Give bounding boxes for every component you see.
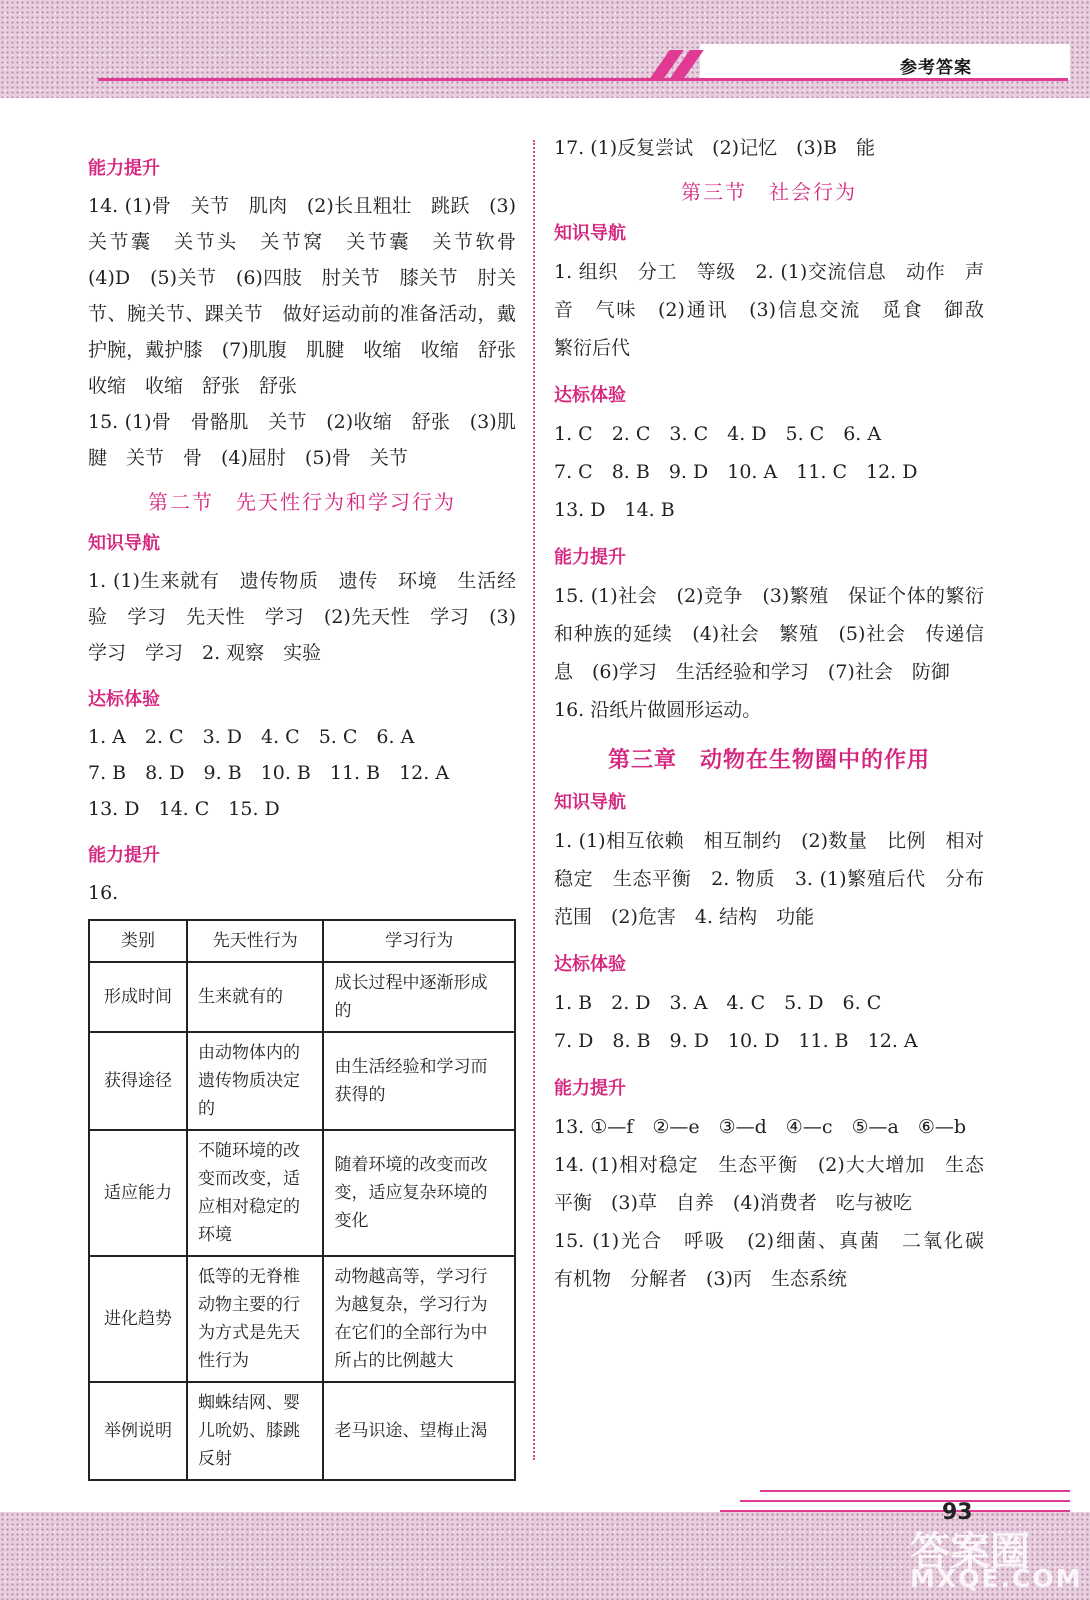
choice-answers-row: 1. B 2. D 3. A 4. C 5. D 6. C: [554, 992, 882, 1014]
right-column: [554, 130, 1004, 1298]
knowledge-answers: 1. 组织 分工 等级 2. (1)交流信息 动作 声音 气味 (2)通讯 (3)信息交流 觅食 御敌 繁衍后代: [554, 261, 1004, 359]
table-cell: 进化趋势: [89, 1256, 187, 1382]
table-cell: 不随环境的改变而改变，适应相对稳定的环境: [187, 1130, 323, 1256]
table-cell: 由生活经验和学习而获得的: [323, 1032, 515, 1130]
table-row: [89, 1382, 515, 1480]
table-row: [89, 1032, 515, 1130]
table-row: [89, 962, 515, 1032]
table-cell: 蜘蛛结网、婴儿吮奶、膝跳反射: [187, 1382, 323, 1480]
section-heading: 达标体验: [554, 954, 626, 975]
choice-answers-row: 13. D 14. C 15. D: [88, 798, 280, 820]
answer-15: 15. (1)骨 骨骼肌 关节 (2)收缩 舒张 (3)肌腱 关节 骨 (4)屈肘 (5)骨 关节: [88, 411, 516, 469]
section-heading: 达标体验: [88, 689, 160, 710]
page-header-title: 参考答案: [900, 58, 972, 78]
table-header-row: [89, 920, 515, 962]
knowledge-answers: 1. (1)生来就有 遗传物质 遗传 环境 生活经验 学习 先天性 学习 (2)先天性 学习 (3)学习 学习 2. 观察 实验: [88, 570, 516, 664]
footer-rule: [740, 1500, 1070, 1502]
section-heading: 能力提升: [88, 158, 160, 179]
table-cell: 形成时间: [89, 962, 187, 1032]
answer-16: 16. 沿纸片做圆形运动。: [554, 699, 762, 721]
left-column: [88, 140, 536, 1481]
table-cell: 生来就有的: [187, 962, 323, 1032]
table-cell: 动物越高等，学习行为越复杂，学习行为在它们的全部行为中所占的比例越大: [323, 1256, 515, 1382]
table-row: [89, 1256, 515, 1382]
choice-answers-row: 1. A 2. C 3. D 4. C 5. C 6. A: [88, 726, 415, 748]
section-heading: 能力提升: [554, 1078, 626, 1099]
page-number: 93: [942, 1500, 973, 1525]
table-header-cell: 学习行为: [323, 920, 515, 962]
watermark-url: MXQE.COM: [910, 1564, 1083, 1593]
section-heading: 知识导航: [88, 533, 160, 554]
table-cell: 随着环境的改变而改变，适应复杂环境的变化: [323, 1130, 515, 1256]
answer-14: 14. (1)相对稳定 生态平衡 (2)大大增加 生态平衡 (3)草 自养 (4)消费者 吃与被吃: [554, 1154, 984, 1214]
answer-17: 17. (1)反复尝试 (2)记忆 (3)B 能: [554, 137, 875, 159]
choice-answers-row: 7. B 8. D 9. B 10. B 11. B 12. A: [88, 762, 450, 784]
section-title: 第二节 先天性行为和学习行为: [148, 490, 456, 514]
choice-answers-row: 1. C 2. C 3. C 4. D 5. C 6. A: [554, 423, 882, 445]
section-heading: 知识导航: [554, 223, 626, 244]
table-header-cell: 先天性行为: [187, 920, 323, 962]
answer-15-second: 15. (1)光合 呼吸 (2)细菌、真菌 二氧化碳 有机物 分解者 (3)丙 生态系统: [554, 1230, 1004, 1290]
table-cell: 获得途径: [89, 1032, 187, 1130]
section-heading: 能力提升: [88, 845, 160, 866]
section-title: 第三节 社会行为: [681, 180, 857, 204]
table-cell: 成长过程中逐渐形成的: [323, 962, 515, 1032]
footer-rule: [720, 1510, 1070, 1512]
footer-rule: [760, 1490, 1070, 1492]
section-heading: 达标体验: [554, 385, 626, 406]
header-label-background: [700, 44, 1070, 80]
section-heading: 能力提升: [554, 547, 626, 568]
choice-answers-row: 7. D 8. B 9. D 10. D 11. B 12. A: [554, 1030, 918, 1052]
table-row: [89, 1130, 515, 1256]
watermark-logo: 答案圈: [910, 1529, 1030, 1575]
table-cell: 由动物体内的遗传物质决定的: [187, 1032, 323, 1130]
behavior-comparison-table: [88, 919, 516, 1481]
answer-13: 13. ①—f ②—e ③—d ④—c ⑤—a ⑥—b: [554, 1116, 967, 1138]
column-divider: [533, 140, 535, 1460]
answer-14: 14. (1)骨 关节 肌肉 (2)长且粗壮 跳跃 (3)关节囊 关节头 关节窝 关节囊 关节软骨 (4)D (5)关节 (6)四肢 肘关节 膝关节 肘关节、腕关节、踝关节 做好运动前的准备活动，戴护腕，戴护膝 (7)肌腹 肌腱 收缩 收缩 舒张 收缩 收缩 舒张 舒张: [88, 195, 536, 397]
header-rule: [98, 78, 1068, 81]
table-cell: 低等的无脊椎动物主要的行为方式是先天性行为: [187, 1256, 323, 1382]
table-cell: 适应能力: [89, 1130, 187, 1256]
chapter-title: 第三章 动物在生物圈中的作用: [607, 747, 930, 773]
answer-16-label: 16.: [88, 882, 119, 904]
table-header-cell: 类别: [89, 920, 187, 962]
table-cell: 举例说明: [89, 1382, 187, 1480]
answer-15: 15. (1)社会 (2)竞争 (3)繁殖 保证个体的繁衍和种族的延续 (4)社会 繁殖 (5)社会 传递信息 (6)学习 生活经验和学习 (7)社会 防御: [554, 585, 984, 683]
choice-answers-row: 7. C 8. B 9. D 10. A 11. C 12. D: [554, 461, 918, 483]
knowledge-answers: 1. (1)相互依赖 相互制约 (2)数量 比例 相对稳定 生态平衡 2. 物质 3. (1)繁殖后代 分布范围 (2)危害 4. 结构 功能: [554, 830, 984, 928]
choice-answers-row: 13. D 14. B: [554, 499, 675, 521]
table-cell: 老马识途、望梅止渴: [323, 1382, 515, 1480]
section-heading: 知识导航: [554, 792, 626, 813]
